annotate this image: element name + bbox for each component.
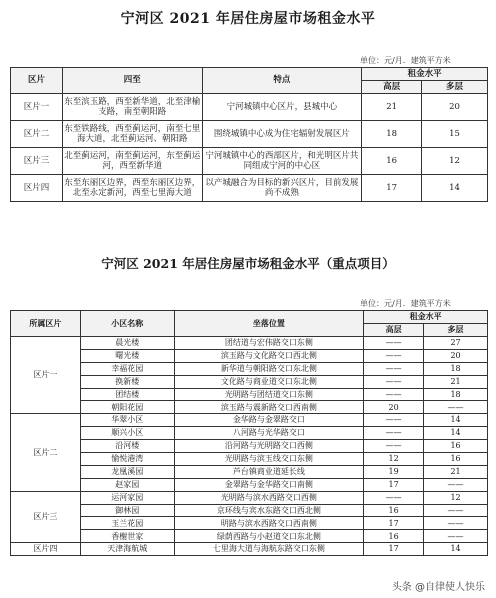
table-row (11, 148, 488, 175)
high-cell: 18 (362, 121, 422, 148)
table-row (11, 440, 488, 453)
multi-cell: 21 (424, 465, 488, 478)
bounds-cell: 东至滨玉路，西至新华道，北至津榆支路，南至朝阳路 (62, 94, 202, 121)
header-feature: 特点 (202, 68, 362, 94)
location-cell: 光明路与团结道交口东侧 (174, 388, 364, 401)
header-bounds: 四至 (62, 68, 202, 94)
high-cell: 16 (362, 148, 422, 175)
location-cell: 光明路与滨玉线交口东侧 (174, 453, 364, 466)
high-cell: —— (364, 491, 424, 504)
project-name-cell: 御林园 (80, 504, 174, 517)
table-row (11, 530, 488, 543)
multi-cell: —— (424, 504, 488, 517)
table-row (11, 388, 488, 401)
multi-cell: 14 (424, 414, 488, 427)
header-multi: 多层 (422, 81, 488, 94)
location-cell: 明路与滨水西路交口西南侧 (174, 517, 364, 530)
table-row (11, 465, 488, 478)
multi-cell: 14 (424, 543, 488, 556)
multi-cell: —— (424, 401, 488, 414)
high-cell: 17 (364, 543, 424, 556)
project-name-cell: 曙光楼 (80, 349, 174, 362)
zone-cell: 区片一 (11, 94, 63, 121)
multi-cell: —— (424, 530, 488, 543)
location-cell: 七里海大道与海航东路交口东侧 (174, 543, 364, 556)
location-cell: 新华道与朝阳路交口东北侧 (174, 362, 364, 375)
bounds-cell: 东至铁路线，西至蓟运河，南至七里海大道，北至蓟运河、朝阳路 (62, 121, 202, 148)
feature-cell: 围绕城镇中心成为住宅辐射发展区片 (202, 121, 362, 148)
table-row (11, 401, 488, 414)
header-zone: 区片 (11, 68, 63, 94)
zone-cell: 区片二 (11, 121, 63, 148)
multi-cell: 21 (424, 375, 488, 388)
high-cell: —— (364, 414, 424, 427)
bounds-cell: 北至蓟运河，南至蓟运河，东至蓟运河，西至新华道 (62, 148, 202, 175)
location-cell: 金华路与金翠路交口 (174, 414, 364, 427)
high-cell: 20 (364, 401, 424, 414)
location-cell: 八河路与光华路交口 (174, 427, 364, 440)
high-cell: —— (364, 440, 424, 453)
high-cell: 21 (362, 94, 422, 121)
zone-rent-table (10, 67, 488, 202)
table-row (11, 94, 488, 121)
project-name-cell: 华翠小区 (80, 414, 174, 427)
location-cell: 文化路与商业道交口东北侧 (174, 375, 364, 388)
project-name-cell: 愉悦港湾 (80, 453, 174, 466)
table-row (11, 491, 488, 504)
table-row (11, 337, 488, 350)
table-row (11, 121, 488, 148)
high-cell: —— (364, 427, 424, 440)
header-name: 小区名称 (80, 311, 174, 337)
location-cell: 沿河路与光明路交口西侧 (174, 440, 364, 453)
high-cell: 19 (364, 465, 424, 478)
high-cell: —— (364, 375, 424, 388)
project-name-cell: 沿河楼 (80, 440, 174, 453)
high-cell: 17 (364, 478, 424, 491)
high-cell: 16 (364, 504, 424, 517)
project-name-cell: 团结楼 (80, 388, 174, 401)
watermark: 头条 @自律使人快乐 (389, 577, 488, 594)
location-cell: 京环线与宾水东路交口西北侧 (174, 504, 364, 517)
project-name-cell: 顺兴小区 (80, 427, 174, 440)
multi-cell: 16 (424, 440, 488, 453)
project-name-cell: 朝阳花园 (80, 401, 174, 414)
bounds-cell: 东至东丽区边界，西至东丽区边界，北至永定新河，西至七里海大道 (62, 175, 202, 202)
multi-cell: 12 (422, 148, 488, 175)
multi-cell: 15 (422, 121, 488, 148)
multi-cell: —— (424, 517, 488, 530)
header-multi: 多层 (424, 324, 488, 337)
zone-cell: 区片一 (11, 337, 81, 414)
zone-cell: 区片二 (11, 414, 81, 491)
table-row (11, 375, 488, 388)
multi-cell: 27 (424, 337, 488, 350)
table-row (11, 504, 488, 517)
table-row (11, 349, 488, 362)
multi-cell: 20 (424, 349, 488, 362)
feature-cell: 以产城融合为目标的新兴区片，目前发展尚不成熟 (202, 175, 362, 202)
multi-cell: 18 (424, 388, 488, 401)
multi-cell: —— (424, 478, 488, 491)
header-location: 坐落位置 (174, 311, 364, 337)
header-high: 高层 (362, 81, 422, 94)
high-cell: 17 (362, 175, 422, 202)
project-name-cell: 香榭世家 (80, 530, 174, 543)
header-zone: 所属区片 (11, 311, 81, 337)
feature-cell: 宁河城镇中心区片，县城中心 (202, 94, 362, 121)
multi-cell: 20 (422, 94, 488, 121)
project-name-cell: 运河家园 (80, 491, 174, 504)
high-cell: 12 (364, 453, 424, 466)
project-name-cell: 天津海航城 (80, 543, 174, 556)
table-row (11, 543, 488, 556)
high-cell: 16 (364, 530, 424, 543)
high-cell: —— (364, 349, 424, 362)
location-cell: 团结道与宏伟路交口东侧 (174, 337, 364, 350)
table-row (11, 362, 488, 375)
table-row (11, 414, 488, 427)
multi-cell: 14 (424, 427, 488, 440)
project-name-cell: 龙凰溪园 (80, 465, 174, 478)
unit-note-2: 单位：元/月．建筑平方米 (360, 299, 451, 308)
location-cell: 光明路与滨水西路交口西侧 (174, 491, 364, 504)
unit-note-1: 单位：元/月．建筑平方米 (360, 56, 451, 65)
project-rent-table (10, 310, 488, 556)
project-name-cell: 晨光楼 (80, 337, 174, 350)
location-cell: 滨玉路与文化路交口西北侧 (174, 349, 364, 362)
zone-cell: 区片三 (11, 148, 63, 175)
multi-cell: 18 (424, 362, 488, 375)
project-name-cell: 幸福花园 (80, 362, 174, 375)
high-cell: —— (364, 337, 424, 350)
multi-cell: 14 (422, 175, 488, 202)
table-row (11, 453, 488, 466)
multi-cell: 12 (424, 491, 488, 504)
location-cell: 金翠路与金华路交口南侧 (174, 478, 364, 491)
table-row (11, 517, 488, 530)
page-title: 宁河区 2021 年居住房屋市场租金水平 (120, 11, 376, 27)
high-cell: 17 (364, 517, 424, 530)
location-cell: 芦台镇商业道延长线 (174, 465, 364, 478)
project-name-cell: 换新楼 (80, 375, 174, 388)
section-title: 宁河区 2021 年居住房屋市场租金水平（重点项目） (101, 256, 395, 271)
header-rent: 租金水平 (364, 311, 488, 324)
feature-cell: 宁河城镇中心的西部区片，和光明区片共同组成宁河的中心区 (202, 148, 362, 175)
multi-cell: 16 (424, 453, 488, 466)
zone-cell: 区片三 (11, 491, 81, 543)
table-row (11, 427, 488, 440)
zone-cell: 区片四 (11, 543, 81, 556)
project-name-cell: 赵家园 (80, 478, 174, 491)
location-cell: 滨玉路与震新路交口西南侧 (174, 401, 364, 414)
zone-cell: 区片四 (11, 175, 63, 202)
table-row (11, 478, 488, 491)
project-name-cell: 玉兰花园 (80, 517, 174, 530)
high-cell: —— (364, 362, 424, 375)
high-cell: —— (364, 388, 424, 401)
table-row (11, 175, 488, 202)
header-rent: 租金水平 (362, 68, 488, 81)
header-high: 高层 (364, 324, 424, 337)
location-cell: 绿荫西路与小赵道交口东北侧 (174, 530, 364, 543)
